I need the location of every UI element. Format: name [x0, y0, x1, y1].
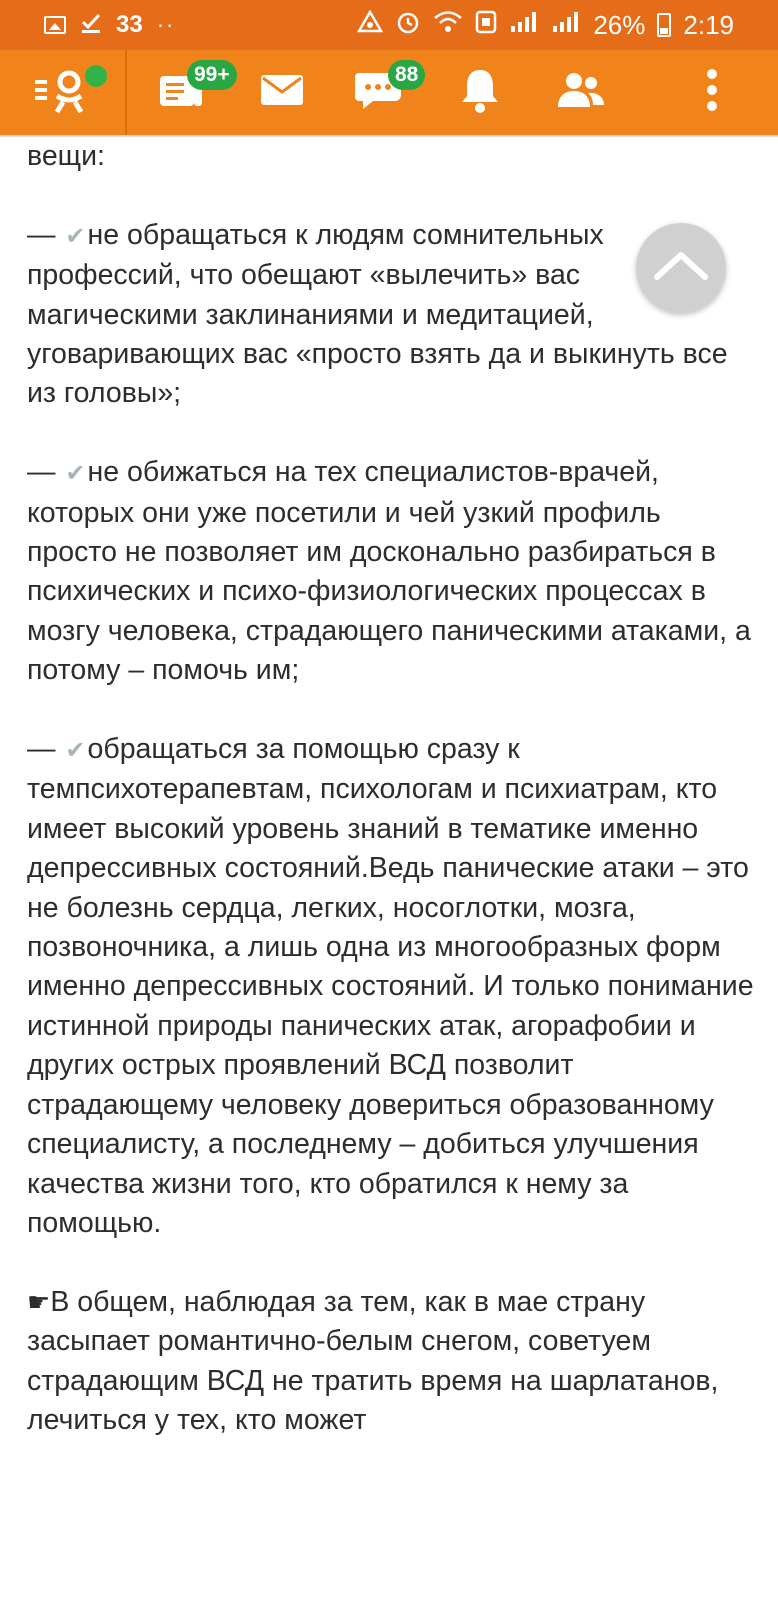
discussions-button[interactable]	[346, 50, 419, 135]
clock-time: 2:19	[683, 9, 734, 40]
article-paragraph-2	[27, 453, 757, 690]
list-dash: —	[27, 733, 56, 766]
online-indicator-dot	[85, 65, 107, 87]
paragraph-text: обращаться за помощью сразу к темпсихотерапевтам, психологам и психиатрам, кто имеет высокий уровень знаний в тематике именно депрессивных состояний.Ведь панические атаки – это не болезнь сердца, легких, носоглотки, мозга, позвоночника, а лишь одна из многообразных форм именно депрессивных состояний. И только понимание истинной природы панических атак, агорафобии и других острых проявлений ВСД позволит страдающему человеку довериться образованному специалисту, а последнему – добиться улучшения качества жизни того, кто обратился к нему за помощью.	[27, 733, 754, 1239]
paragraph-text: В общем, наблюдая за тем, как в мае страну засыпает романтично-белым снегом, советуем страдающим ВСД не тратить время на шарлатанов, лечиться у тех, кто может	[27, 1285, 719, 1436]
app-toolbar	[0, 50, 778, 137]
battery-percent: 26%	[593, 9, 646, 40]
article-paragraph-0	[27, 137, 757, 176]
bell-icon	[458, 66, 502, 119]
messages-button[interactable]	[252, 50, 312, 135]
ok-menu-button[interactable]	[24, 50, 114, 135]
feed-button[interactable]	[145, 50, 230, 135]
article-paragraph-3	[27, 730, 757, 1243]
check-mark-icon: ✔	[65, 460, 86, 488]
mail-icon	[259, 73, 305, 112]
more-options-button[interactable]	[690, 50, 734, 135]
notifications-button[interactable]	[450, 50, 510, 135]
paragraph-text: не обижаться на тех специалистов-врачей, которых они уже посетили и чей узкий профиль просто не позволяет им досконально разбираться в психических и психо-физиологических процессах в мозгу человека, страдающего паническими атаками, а потому – помочь им;	[27, 456, 751, 687]
gallery-notification-icon	[44, 16, 66, 34]
paragraph-text: вещи:	[27, 140, 105, 172]
nfc-icon	[475, 10, 497, 41]
check-mark-icon: ✔	[65, 222, 86, 250]
article-paragraph-4	[27, 1283, 757, 1441]
notification-count: 33	[116, 11, 143, 38]
signal-icon-2	[551, 10, 581, 41]
more-notifications-dots: ··	[156, 12, 176, 37]
paragraph-text: не обращаться к людям сомнительных профессий, что обещают «вылечить» вас магическими заклинаниями и медитацией, уговаривающих вас «просто взять да и выкинуть все из головы»;	[27, 218, 728, 410]
battery-icon	[657, 13, 671, 37]
chat-badge: 88	[388, 60, 425, 90]
wifi-icon	[433, 10, 463, 41]
chevron-up-icon	[653, 251, 709, 286]
signal-icon-1	[509, 10, 539, 41]
pointing-finger-icon: ☛	[27, 1286, 51, 1317]
friends-icon	[552, 69, 608, 116]
more-vertical-icon	[706, 68, 718, 117]
check-download-icon	[80, 10, 102, 41]
feed-badge: 99+	[187, 60, 237, 90]
alarm-icon	[395, 9, 421, 42]
scroll-to-top-button[interactable]	[636, 223, 726, 313]
data-saver-icon	[357, 10, 383, 41]
list-dash: —	[27, 218, 56, 251]
toolbar-divider	[125, 50, 127, 135]
status-bar	[0, 0, 778, 50]
list-dash: —	[27, 456, 56, 489]
article-body	[27, 137, 757, 1600]
friends-button[interactable]	[545, 50, 615, 135]
check-mark-icon: ✔	[65, 737, 86, 765]
